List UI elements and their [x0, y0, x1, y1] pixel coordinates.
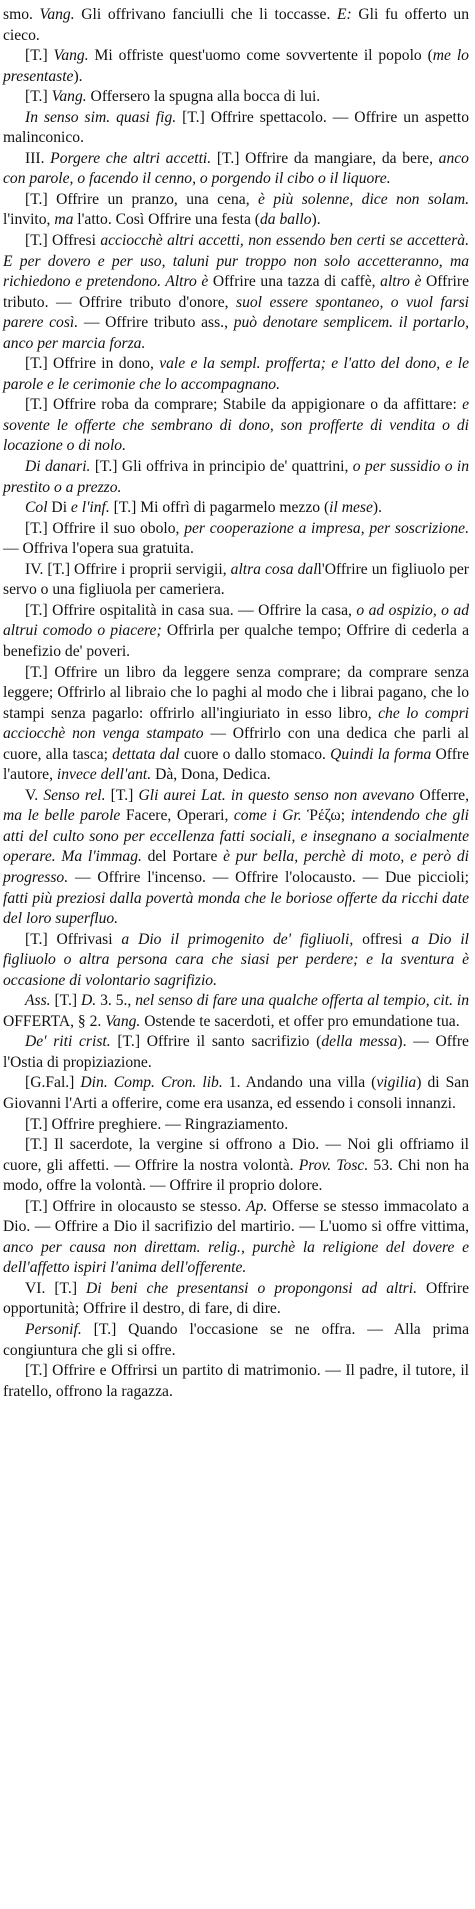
italic-text: Ap.: [246, 1197, 268, 1215]
italic-text: suol essere spontaneo, o vuol farsi parere così.: [3, 293, 469, 332]
italic-text: Di beni che presentansi o propongonsi ad altri.: [86, 1279, 417, 1297]
entry-paragraph: [3, 1073, 469, 1114]
italic-text: per cooperazione a impresa, per soscrizione.: [184, 519, 469, 537]
text-run: Gli fu offerto un cieco.: [3, 6, 469, 44]
text-run: [T.]: [25, 88, 52, 106]
italic-text: In senso sim. quasi fig.: [25, 108, 177, 126]
italic-text: che lo compri acciocchè non venga stampato: [3, 704, 469, 743]
entry-paragraph: [3, 663, 469, 786]
text-run: [T.] Offrire roba da comprare; Stabile da appigionare o da affittare:: [25, 396, 463, 414]
entry-paragraph: [3, 601, 469, 663]
entry-paragraph: [3, 108, 469, 149]
italic-text: Vang.: [39, 6, 75, 23]
text-run: ).: [311, 211, 321, 229]
entry-paragraph: [3, 930, 469, 992]
italic-text: Quindi la forma: [330, 745, 432, 763]
entry-paragraph: [3, 149, 469, 190]
text-run: [T.] Offrire e Offrirsi un partito di matrimonio. — Il padre, il tutore, il fratello, offrono la ragazza.: [3, 1362, 469, 1400]
text-run: [T.] Quando l'occasione se ne offra. — Alla prima congiuntura che gli si offre.: [3, 1321, 469, 1359]
text-run: — Offrire tributo ass.,: [78, 314, 234, 332]
italic-text: me lo presentaste: [3, 47, 469, 85]
text-run: 53. Chi non ha modo, offre la volontà. — Offrire il proprio dolore.: [3, 1156, 469, 1195]
entry-paragraph: [3, 1135, 469, 1197]
italic-text: o ad ospizio, o ad altrui comodo o piacere;: [3, 601, 469, 640]
entry-paragraph: [3, 1032, 469, 1073]
text-run: smo.: [3, 6, 40, 23]
italic-text: da ballo: [259, 211, 312, 229]
italic-text: De' riti crist.: [25, 1033, 111, 1051]
text-run: Offrire opportunità; Offrire il destro, di fare, di dire.: [3, 1279, 470, 1318]
italic-text: della messa: [321, 1033, 398, 1051]
entry-paragraph: [3, 231, 469, 354]
text-run: [T.] Offrire il suo obolo,: [25, 519, 185, 537]
text-run: 3. 5.,: [96, 992, 136, 1010]
entry-paragraph: [3, 1279, 469, 1320]
text-run: ) di San Giovanni l'Arti a offerire, come era usanza, ed essendo i consoli innanzi.: [3, 1074, 470, 1112]
text-run: Mi offriste quest'uomo come sovvertente il popolo (: [88, 47, 433, 65]
italic-text: Ass.: [25, 992, 51, 1010]
entry-paragraph: [3, 1361, 469, 1402]
text-run: IV. [T.] Offrire i proprii servigii,: [25, 560, 231, 578]
text-run: l'atto. Così Offrire una festa (: [73, 211, 260, 229]
text-run: — Offriva l'opera sua gratuita.: [3, 540, 194, 558]
text-run: Offrire tributo. — Offrire tributo d'onore,: [3, 273, 469, 311]
italic-text: Porgere che altri accetti.: [50, 149, 212, 167]
entry-paragraph: [3, 560, 469, 601]
text-run: [T.]: [50, 992, 82, 1010]
entry-paragraph: [3, 1115, 469, 1136]
italic-text: E:: [337, 6, 352, 23]
text-run: ).: [372, 499, 383, 517]
text-run: [T.] Offrire ospitalità in casa sua. — Offrire la casa,: [25, 601, 357, 619]
entry-paragraph: [3, 395, 469, 457]
italic-text: Vang.: [53, 47, 89, 65]
italic-text: Di danari.: [25, 458, 91, 476]
italic-text: è pur bella, perchè di moto, e però di progresso.: [3, 848, 469, 886]
entry-paragraph: [3, 190, 469, 231]
entry-paragraph: [3, 1320, 469, 1361]
text-run: [T.] Offrivasi: [25, 930, 122, 948]
entry-paragraph: [3, 87, 469, 108]
italic-text: e l'inf.: [70, 499, 110, 517]
text-run: [T.] Il sacerdote, la vergine si offrono a Dio. — Noi gli offriamo il cuore, gli affetti. — Offrire la nostra volontà.: [3, 1136, 469, 1174]
text-run: III.: [25, 149, 51, 167]
text-run: [T.] Offrire da mangiare, da bere,: [211, 149, 439, 167]
text-run: cuore o dallo stomaco.: [179, 745, 331, 763]
text-run: Gli offrivano fanciulli che li toccasse.: [74, 6, 337, 23]
entry-paragraph: [3, 1197, 469, 1279]
italic-text: anco per causa non direttam. relig., purchè la religione del dovere e dell'affetto ispiri l'anima dell'offerente.: [3, 1238, 469, 1277]
text-run: Ostende te sacerdoti, et offer pro emundatione tua.: [140, 1012, 460, 1030]
italic-text: Prov. Tosc.: [298, 1156, 369, 1174]
italic-text: Vang.: [51, 88, 87, 106]
text-run: Offersero la spugna alla bocca di lui.: [86, 88, 321, 106]
text-run: [T.] Offrire in olocausto se stesso.: [25, 1197, 247, 1215]
italic-text: fatti più preziosi dalla povertà monda che le boriose offerte da ricchi date del loro superfluo.: [3, 889, 469, 928]
text-run: [T.]: [105, 786, 139, 804]
text-run: OFFERTA, § 2.: [3, 1012, 106, 1030]
italic-text: altro è: [380, 273, 422, 291]
text-run: [T.] Mi offrì di pagarmelo mezzo (: [109, 499, 330, 517]
text-run: V.: [25, 786, 44, 804]
text-run: — Offrirlo con una dedica che parli al cuore, alla tasca;: [3, 725, 469, 763]
entry-paragraph: [3, 519, 469, 560]
italic-text: ma: [54, 211, 74, 229]
text-run: [T.] Offrire spettacolo. — Offrire un aspetto malinconico.: [3, 108, 469, 147]
text-run: Offrire una tazza di caffè,: [208, 273, 381, 291]
italic-text: Col: [25, 499, 48, 517]
italic-text: Din. Comp. Cron. lib.: [80, 1074, 223, 1092]
text-run: [T.] Offrire un pranzo, una cena,: [25, 190, 259, 208]
text-run: ). — Offre l'Ostia di propiziazione.: [3, 1033, 469, 1071]
entry-paragraph: [3, 354, 469, 395]
italic-text: invece dell'ant.: [56, 766, 152, 784]
text-run: offresi: [353, 930, 412, 948]
text-run: [T.]: [25, 47, 54, 65]
entry-paragraph: [3, 498, 469, 519]
text-run: [T.] Offrire il santo sacrifizio (: [110, 1033, 322, 1051]
italic-text: ma le belle parole: [3, 807, 121, 825]
italic-text: Vang.: [105, 1012, 141, 1030]
text-run: 1. Andando una villa (: [222, 1074, 377, 1092]
text-run: l'Offrire un figliuolo per servo o una figliuola per cameriera.: [3, 560, 469, 599]
text-run: Ῥέζω;: [301, 807, 351, 825]
italic-text: Personif.: [25, 1321, 82, 1338]
text-run: [T.] Offrire un libro da leggere senza comprare; da comprare senza leggere; Offrirlo al libraio che lo paghi al modo che i librai pagano, che lo stampi senza pagarlo: offrirlo all'ingiuriato in esso libro,: [3, 663, 469, 722]
text-run: ).: [73, 67, 83, 85]
text-run: l'invito,: [3, 211, 55, 229]
italic-text: come i Gr.: [233, 807, 302, 825]
italic-text: è più solenne, dice non solam.: [258, 190, 469, 208]
text-run: Offre l'autore,: [3, 745, 470, 784]
italic-text: Senso rel.: [43, 786, 106, 804]
text-run: Offrirla per qualche tempo; Offrire di cederla a benefizio de' poveri.: [3, 622, 469, 660]
entry-paragraph: [3, 5, 469, 46]
text-run: Offerse se stesso immacolato a Dio. — Offrire a Dio il sacrifizio del martirio. — L'uomo si offre vittima,: [3, 1197, 469, 1236]
italic-text: il mese: [329, 499, 373, 517]
italic-text: D.: [81, 992, 97, 1010]
text-run: Offerre,: [414, 786, 470, 804]
text-run: del Portare: [141, 848, 224, 866]
italic-text: nel senso di fare una qualche offerta al tempio, cit. in: [135, 992, 470, 1010]
text-run: [T.] Offrire preghiere. — Ringraziamento.: [25, 1115, 289, 1133]
text-run: Facere, Operari,: [120, 807, 234, 825]
italic-text: altra cosa dal: [230, 560, 318, 578]
text-run: [T.] Offresi: [25, 232, 101, 250]
text-run: — Offrire l'incenso. — Offrire l'olocausto. — Due piccioli;: [68, 868, 469, 886]
italic-text: vale e la sempl. profferta; e l'atto del dono, e le parole e le cerimonie che lo accompagnano.: [3, 355, 469, 393]
entry-paragraph: [3, 46, 469, 87]
italic-text: o per sussidio o in prestito o a prezzo.: [3, 458, 469, 496]
text-run: [G.Fal.]: [25, 1074, 81, 1092]
italic-text: Gli aurei Lat. in questo senso non avevano: [138, 786, 415, 804]
italic-text: anco con parole, o facendo il cenno, o porgendo il cibo o il liquore.: [3, 149, 469, 188]
entry-paragraph: [3, 786, 469, 930]
italic-text: vigilia: [376, 1074, 417, 1092]
entry-paragraph: [3, 991, 469, 1032]
italic-text: a Dio il figliuolo o altra persona cara che siasi per perdere; e la sventura è occasione di volontario sagrifizio.: [3, 930, 469, 989]
text-run: [T.] Gli offriva in principio de' quattrini,: [90, 458, 353, 476]
text-run: VI. [T.]: [25, 1279, 87, 1297]
italic-text: può denotare semplicem. il portarlo, anco per marcia forza.: [3, 314, 469, 352]
italic-text: intendendo che gli atti del culto sono per eccellenza fatti sociali, e insegnano a socialmente operare. Ma l'immag.: [3, 807, 469, 866]
italic-text: acciocchè altri accetti, non essendo ben certi se accetterà. E per dovero e per uso, taluni pur troppo non solo accetteranno, ma richiedono e pretendono. Altro è: [3, 232, 469, 291]
text-run: Dà, Dona, Dedica.: [151, 766, 271, 784]
text-run: Di: [47, 499, 71, 517]
entry-paragraph: [3, 457, 469, 498]
italic-text: dettata dal: [112, 745, 180, 763]
italic-text: e sovente le offerte che sembrano di dono, son profferte di vendita o di locazione o di nolo.: [3, 396, 469, 455]
italic-text: a Dio il primogenito de' figliuoli,: [121, 930, 354, 948]
text-run: [T.] Offrire in dono,: [25, 355, 160, 373]
